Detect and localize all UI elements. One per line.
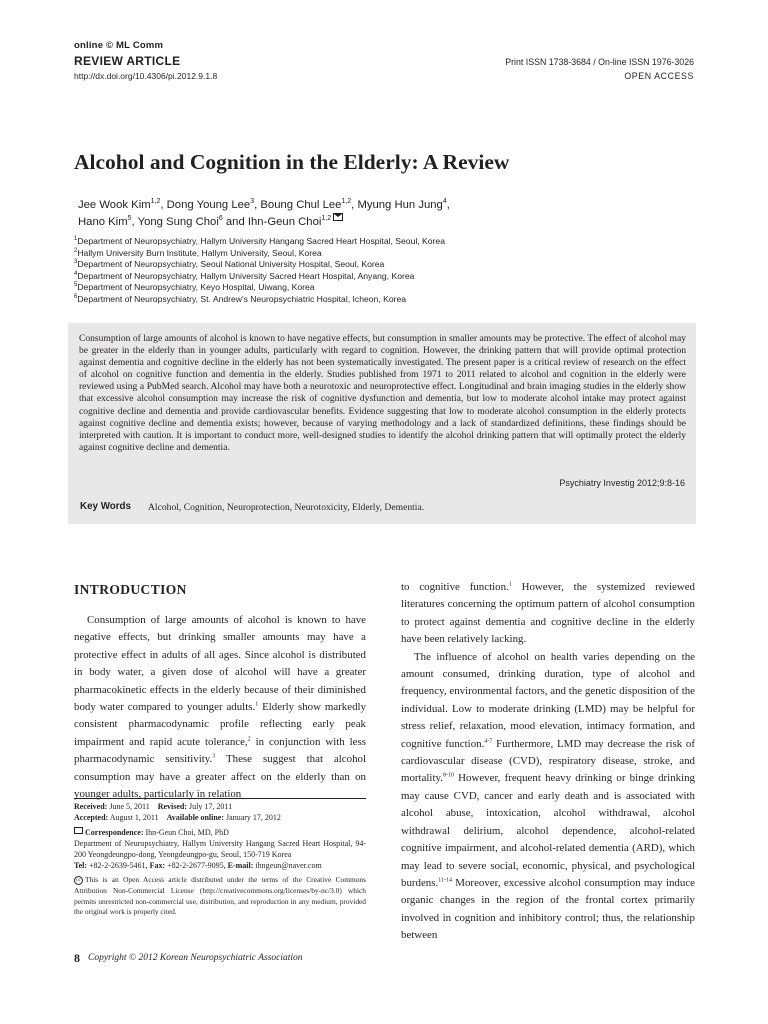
author-affil: 3 — [250, 198, 255, 206]
affiliation-item: $^1$Department of Neuropsychiatry, Hallym University Hangang Sacred Heart Hospital, Seoul, Korea — [74, 236, 445, 246]
page-number: 8 — [74, 951, 80, 965]
cc-icon: cc — [74, 876, 83, 885]
affiliation-item: $^2$Hallym University Burn Institute, Hallym University, Seoul, Korea — [74, 247, 322, 258]
author-name: Ihn-Geun Choi — [247, 216, 322, 228]
correspondence: Correspondence: Ihn-Geun Choi, MD, PhD Department of Neuropsychiatry, Hallym University Hangang Sacred Heart Hospital, 94-200 Yeongdeungpo-dong, Yeongdeungpo-gu, Seoul, 150-719 Korea Tel: +82-2-2639-5461, Fax: +82-2-2677-9095, E-mail: ihngeun@naver.com — [74, 827, 366, 870]
author-name: Dong Young Lee — [166, 199, 251, 211]
doi-link[interactable]: http://dx.doi.org/10.4306/pi.2012.9.1.8 — [74, 71, 218, 81]
author-affil: 6 — [218, 215, 223, 223]
author-name: Jee Wook Kim — [78, 199, 151, 211]
dates: Received: June 5, 2011 Revised: July 17, 2011 Accepted: August 1, 2011 Available online: January 17, 2012 — [74, 802, 281, 822]
article-type: REVIEW ARTICLE — [74, 54, 181, 68]
section-heading: INTRODUCTION — [74, 582, 187, 597]
affiliation-list — [74, 236, 714, 306]
author-name: Hano Kim — [78, 216, 128, 228]
keywords-label: Key Words — [80, 501, 131, 512]
author-affil: 4 — [442, 198, 447, 206]
author-name: Boung Chul Lee — [260, 199, 342, 211]
body-column-left — [74, 612, 366, 803]
mail-icon — [74, 827, 83, 834]
abstract-text: Consumption of large amounts of alcohol is known to have negative effects, but consumption in smaller amounts may be protective. The effect of alcohol may be greater in the elderly than in younger adults, particularly with regard to cognition. However, the drinking pattern that will provide optimal protection against dementia and cognitive decline in the elderly has not been systematically investigated. The present paper is a critical review of research on the effect of alcohol on cognitive function and dementia in the elderly. Studies published from 1971 to 2011 related to alcohol and cognition in the elderly were reviewed using a PubMed search. Alcohol may have both a neurotoxic and neuroprotective effect. Longitudinal and brain imaging studies in the elderly show that excessive alcohol consumption may increase the risk of cognitive dysfunction and dementia, but low to moderate alcohol intake may protect against cognitive decline and dementia and provide cardiovascular benefits. Evidence suggesting that low to moderate alcohol consumption in the elderly protects against cognitive decline and dementia exists; however, because of varying methodology and a lack of standardized definitions, these findings should be interpreted with caution. It is important to conduct more, well-designed studies to identify the alcohol drinking pattern that will optimally protect the elderly against cognitive decline and dementia. — [79, 333, 686, 453]
author-affil: 5 — [127, 215, 132, 223]
copyright: Copyright © 2012 Korean Neuropsychiatric Association — [88, 953, 303, 963]
email-link[interactable]: ihngeun@naver.com — [255, 860, 322, 870]
footnotes — [74, 802, 366, 922]
author-name: Myung Hun Jung — [357, 199, 443, 211]
affiliation-item: $^5$Department of Neuropsychiatry, Keyo Hospital, Uiwang, Korea — [74, 282, 315, 293]
footnote-divider — [74, 798, 366, 799]
paragraph: The influence of alcohol on health varies depending on the amount consumed, drinking duration, type of alcohol and frequency, environmental factors, and the genetic disposition of the individual. Low to moderate drinking (LMD) may be helpful for stress relief, relaxation, mood elevation, intimacy formation, and cognitive function.$^{4-7}$ Furthermore, LMD may decrease the risk of cardiovascular disease (CVD), respiratory disease, stroke, and mortality.$^{8-10}$ However, frequent heavy drinking or binge drinking may cause CVD, cancer and early death and is associated with alcohol abuse, intoxication, alcohol withdrawal, alcohol withdrawal delirium, alcohol dependence, alcohol-related cognitive impairment, and alcohol-related dementia (ARD), which may lead to severe social, economic, physical, and psychological burdens.$^{11-14}$ Moreover, excessive alcohol consumption may induce organic changes in the region of the frontal cortex primarily involved in cognition and inhibitory control; thus, the relationship between — [401, 650, 695, 942]
author-affil: 1,2 — [150, 198, 161, 206]
keywords-text: Alcohol, Cognition, Neuroprotection, Neurotoxicity, Elderly, Dementia. — [148, 502, 425, 513]
mail-icon — [333, 213, 343, 221]
author-affil: 1,2 — [321, 215, 332, 223]
article-title: Alcohol and Cognition in the Elderly: A Review — [74, 150, 510, 174]
open-access-label: OPEN ACCESS — [624, 71, 694, 81]
paragraph: Consumption of large amounts of alcohol is known to have negative effects, but drinking smaller amounts may have a protective effect in adults of all ages. Since alcohol is distributed in body water, a given dose of alcohol will have a greater pharmacokinetic effects in the elderly because of their diminished body water compared to younger adults.$^1$ Elderly show markedly consistent pharmacodynamic profile reflecting early peak impairment and rapid acute tolerance,$^2$ in conjunction with less pharmacodynamic sensitivity.$^3$ These suggest that alcohol consumption may have a greater affect on the elderly than on younger adults, particularly in relation — [74, 614, 366, 801]
author-name: Yong Sung Choi — [137, 216, 219, 228]
journal-citation: Psychiatry Investig 2012;9:8-16 — [559, 478, 685, 488]
author-list: Jee Wook Kim$^{1,2}$, Dong Young Lee$^3$, Boung Chul Lee$^{1,2}$, Myung Hun Jung$^4$, Hano Kim$^5$, Yong Sung Choi$^6$ and Ihn-Geun Choi$^{1,2}$ — [78, 198, 450, 228]
affiliation-item: $^3$Department of Neuropsychiatry, Seoul National University Hospital, Seoul, Korea — [74, 259, 385, 270]
issn: Print ISSN 1738-3684 / On-line ISSN 1976-3026 — [505, 57, 694, 67]
publisher-label: online © ML Comm — [74, 40, 164, 51]
affiliation-item: $^4$Department of Neuropsychiatry, Hallym University Sacred Heart Hospital, Anyang, Korea — [74, 270, 415, 281]
license-note: cc This is an Open Access article distributed under the terms of the Creative Commons Attribution Non-Commercial License (http://creativecommons.org/licenses/by-nc/3.0) which permits unrestricted non-commercial use, distribution, and reproduction in any medium, provided the original work is properly cited. — [74, 875, 366, 917]
author-affil: 1,2 — [341, 198, 352, 206]
body-column-right — [401, 579, 695, 945]
affiliation-item: $^6$Department of Neuropsychiatry, St. Andrew's Neuropsychiatric Hospital, Icheon, Korea — [74, 293, 407, 304]
paragraph: to cognitive function.$^1$ However, the systemized reviewed literatures concerning the optimum pattern of alcohol consumption to protect against dementia and cognitive decline in the elderly have been relatively lacking. — [401, 581, 695, 646]
